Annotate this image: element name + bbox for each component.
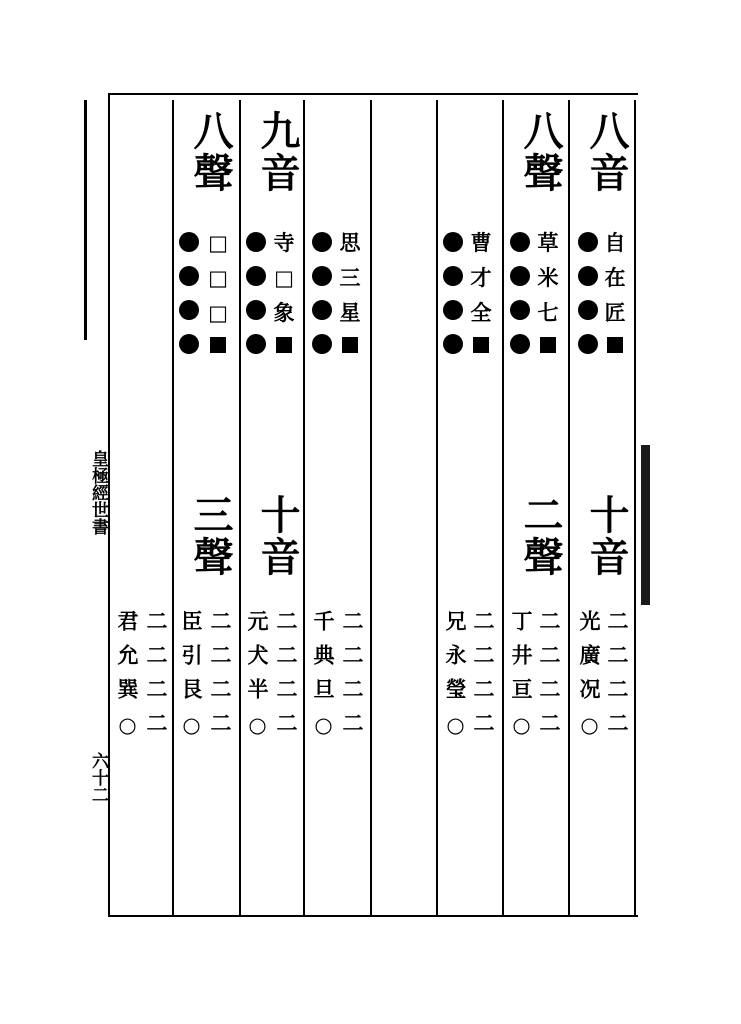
entry-chars: 臣引艮○ — [179, 610, 204, 750]
rhyme-char: 星 — [339, 300, 361, 325]
rhyme-char: 自 — [604, 230, 626, 255]
entry-chars: 元犬半○ — [245, 610, 270, 750]
section-heading: 八音 — [583, 110, 630, 194]
entry-numerals: 二二二二 — [274, 610, 299, 746]
section-heading: 八聲 — [517, 110, 564, 194]
rhyme-chars — [536, 232, 560, 369]
entry-numerals: 二二二二 — [208, 610, 233, 746]
section-heading: 九音 — [254, 110, 301, 194]
margin-title-fragment — [84, 100, 107, 340]
entry-numerals: 二二二二 — [144, 610, 169, 746]
rhyme-char: 曹 — [470, 230, 492, 255]
dot-group — [443, 232, 463, 368]
column-rule — [436, 100, 438, 917]
column-rule — [502, 100, 504, 917]
book-title: 皇極經世書 — [88, 450, 108, 535]
filled-square-mark — [540, 337, 556, 353]
rhyme-chars — [603, 232, 627, 369]
dot-group — [179, 232, 199, 368]
filled-square-mark — [210, 337, 226, 353]
column-rule — [239, 100, 241, 917]
top-border — [108, 93, 638, 95]
sub-heading: 三聲 — [187, 494, 234, 578]
dot-group — [578, 232, 598, 368]
rhyme-char: □ — [208, 265, 228, 290]
sub-heading: 十音 — [583, 494, 630, 578]
bottom-border — [108, 915, 638, 917]
dot-group — [510, 232, 530, 368]
rhyme-char: 在 — [604, 265, 626, 290]
entry-numerals: 二二二二 — [605, 610, 630, 746]
dot-group — [246, 232, 266, 368]
rhyme-char: 寺 — [273, 230, 295, 255]
sub-heading: 二聲 — [517, 494, 564, 578]
entry-numerals: 二二二二 — [471, 610, 496, 746]
filled-square-mark — [607, 337, 623, 353]
rhyme-char: 才 — [470, 265, 492, 290]
entry-numerals: 二二二二 — [340, 610, 365, 746]
entry-chars: 君允巽○ — [115, 610, 140, 750]
rhyme-char: 思 — [339, 230, 361, 255]
page-edge-shadow — [641, 445, 650, 605]
column-rule — [370, 100, 372, 917]
entry-numerals: 二二二二 — [537, 610, 562, 746]
entry-chars: 丁井亘○ — [509, 610, 534, 750]
rhyme-char: 七 — [537, 300, 559, 325]
page-number: 六十二 — [88, 752, 108, 803]
section-heading: 八聲 — [187, 110, 234, 194]
entry-chars: 千典旦○ — [311, 610, 336, 750]
rhyme-char: 米 — [537, 265, 559, 290]
rhyme-chars — [469, 232, 493, 369]
rhyme-char: □ — [208, 300, 228, 325]
sub-heading: 十音 — [254, 494, 301, 578]
filled-square-mark — [473, 337, 489, 353]
rhyme-char: 全 — [470, 300, 492, 325]
entry-chars: 兄永瑩○ — [443, 610, 468, 750]
rhyme-chars — [272, 232, 296, 369]
rhyme-chars — [206, 232, 230, 369]
filled-square-mark — [276, 337, 292, 353]
rhyme-char: 象 — [273, 300, 295, 325]
filled-square-mark — [342, 337, 358, 353]
rhyme-chars — [338, 232, 362, 369]
column-rule — [172, 100, 174, 917]
rhyme-char: □ — [208, 230, 228, 255]
rhyme-char: 匠 — [604, 300, 626, 325]
rhyme-char: 草 — [537, 230, 559, 255]
rhyme-char: □ — [274, 265, 294, 290]
entry-chars: 光廣况○ — [577, 610, 602, 750]
dot-group — [312, 232, 332, 368]
rhyme-char: 三 — [339, 265, 361, 290]
